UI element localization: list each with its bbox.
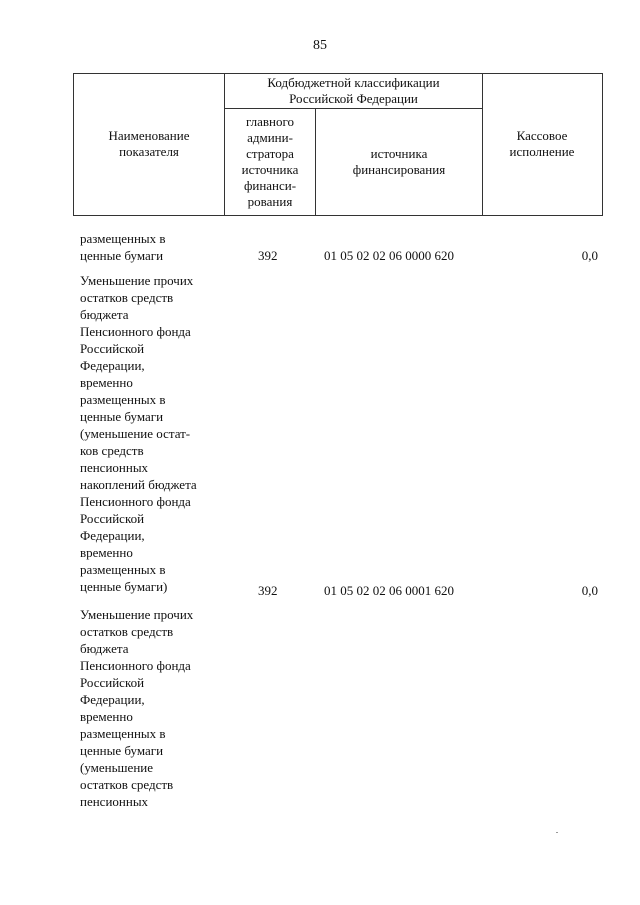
scan-speck xyxy=(556,832,558,833)
table-row-name: размещенных в ценные бумаги xyxy=(80,231,166,263)
table-row-admin: 392 xyxy=(258,248,278,263)
header-source-column: источника финансирования xyxy=(352,145,446,177)
header-exec-column: Кассовое исполнение xyxy=(509,128,575,159)
table-row-code: 01 05 02 02 06 0001 620 xyxy=(324,583,454,598)
table-row-code: 01 05 02 02 06 0000 620 xyxy=(324,248,454,263)
table-row-name: Уменьшение прочих остатков средств бюджета Пенсионного фонда Российской Федерации, временно размещенных в ценные бумаги (уменьшение остат- ков средств пенсионных накоплений бюджета Пенсионного фонда Российской Федерации, временно размещенных в ценные бумаги) xyxy=(80,273,197,594)
page-number: 85 xyxy=(313,38,327,53)
table-row-admin: 392 xyxy=(258,583,278,598)
table-row-value: 0,0 xyxy=(581,248,598,263)
header-name-column: Наименование показателя xyxy=(108,128,190,159)
header-admin-column: главного админи- стратора источника финанси- рования xyxy=(241,113,299,209)
table-row-name: Уменьшение прочих остатков средств бюджета Пенсионного фонда Российской Федерации, временно размещенных в ценные бумаги (уменьшение остатков средств пенсионных xyxy=(80,607,194,809)
header-code-group: Кодбюджетной классификации Российской Федерации xyxy=(267,75,440,106)
table-row-value: 0,0 xyxy=(581,583,598,598)
